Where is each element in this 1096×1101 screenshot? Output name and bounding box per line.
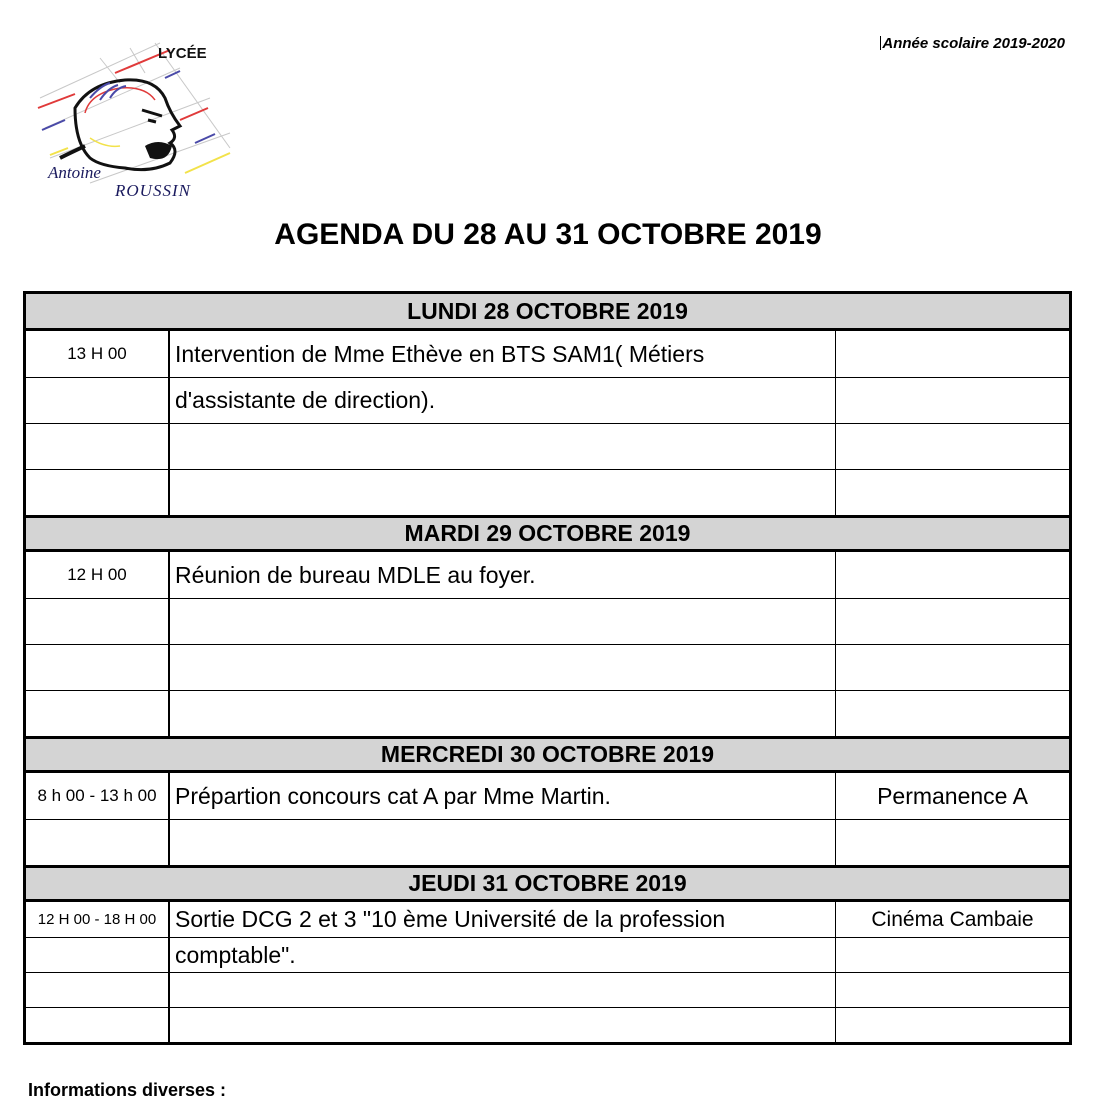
time-cell: 12 H 00 <box>26 552 170 598</box>
place-cell <box>836 599 1069 644</box>
school-logo <box>30 38 240 203</box>
description-cell <box>170 1008 836 1042</box>
description-cell <box>170 820 836 865</box>
place-cell <box>836 378 1069 423</box>
day-header-monday: LUNDI 28 OCTOBRE 2019 <box>26 294 1069 331</box>
description-cell: d'assistante de direction). <box>170 378 836 423</box>
logo-name-line1: Antoine <box>48 163 101 182</box>
place-cell: Cinéma Cambaie <box>871 907 1034 931</box>
time-cell <box>26 973 170 1007</box>
place-cell <box>836 820 1069 865</box>
school-year-text: Année scolaire 2019-2020 <box>882 35 1065 52</box>
place-cell <box>836 331 1069 377</box>
info-label: Informations diverses : <box>28 1080 227 1100</box>
time-cell: 13 H 00 <box>26 331 170 377</box>
description-cell: Réunion de bureau MDLE au foyer. <box>170 552 836 598</box>
description-cell <box>170 691 836 736</box>
place-cell <box>836 938 1069 972</box>
page-title: AGENDA DU 28 AU 31 OCTOBRE 2019 <box>274 218 822 251</box>
table-row <box>26 1007 1069 1042</box>
day-header-thursday: JEUDI 31 OCTOBRE 2019 <box>26 865 1069 902</box>
time-cell <box>26 820 170 865</box>
table-row <box>26 377 1069 423</box>
place-cell <box>836 1008 1069 1042</box>
time-cell <box>26 691 170 736</box>
description-cell: comptable". <box>170 938 836 972</box>
place-cell <box>836 424 1069 469</box>
place-cell <box>836 973 1069 1007</box>
time-cell <box>26 645 170 690</box>
time-cell <box>26 378 170 423</box>
description-cell: Intervention de Mme Ethève en BTS SAM1( Métiers <box>170 331 836 377</box>
table-row <box>26 902 1069 937</box>
logo-name-line2: ROUSSIN <box>115 181 191 200</box>
place-cell <box>836 470 1069 515</box>
logo-illustration-icon <box>30 38 240 203</box>
description-cell: Sortie DCG 2 et 3 "10 ème Université de la profession <box>170 902 836 937</box>
time-cell: 12 H 00 - 18 H 00 <box>26 902 170 937</box>
day-header-tuesday: MARDI 29 OCTOBRE 2019 <box>26 515 1069 552</box>
time-cell <box>26 599 170 644</box>
description-cell: Prépartion concours cat A par Mme Martin. <box>170 773 836 819</box>
time-cell <box>26 938 170 972</box>
place-cell <box>836 691 1069 736</box>
logo-vertical-text: LYCÉE <box>158 45 207 62</box>
table-row <box>26 690 1069 736</box>
table-row <box>26 819 1069 865</box>
table-row <box>26 469 1069 515</box>
time-cell: 8 h 00 - 13 h 00 <box>26 773 170 819</box>
school-year-label <box>880 35 1065 52</box>
table-row <box>26 423 1069 469</box>
time-cell <box>26 1008 170 1042</box>
place-cell <box>836 552 1069 598</box>
place-cell <box>836 645 1069 690</box>
description-cell <box>170 424 836 469</box>
table-row <box>26 644 1069 690</box>
description-cell <box>170 973 836 1007</box>
table-row <box>26 937 1069 972</box>
table-row <box>26 331 1069 377</box>
description-cell <box>170 599 836 644</box>
place-cell: Permanence A <box>877 782 1028 809</box>
table-row <box>26 972 1069 1007</box>
table-row <box>26 773 1069 819</box>
table-row <box>26 552 1069 598</box>
agenda-table <box>23 291 1072 1045</box>
table-row <box>26 598 1069 644</box>
time-cell <box>26 424 170 469</box>
day-header-wednesday: MERCREDI 30 OCTOBRE 2019 <box>26 736 1069 773</box>
description-cell <box>170 645 836 690</box>
time-cell <box>26 470 170 515</box>
description-cell <box>170 470 836 515</box>
